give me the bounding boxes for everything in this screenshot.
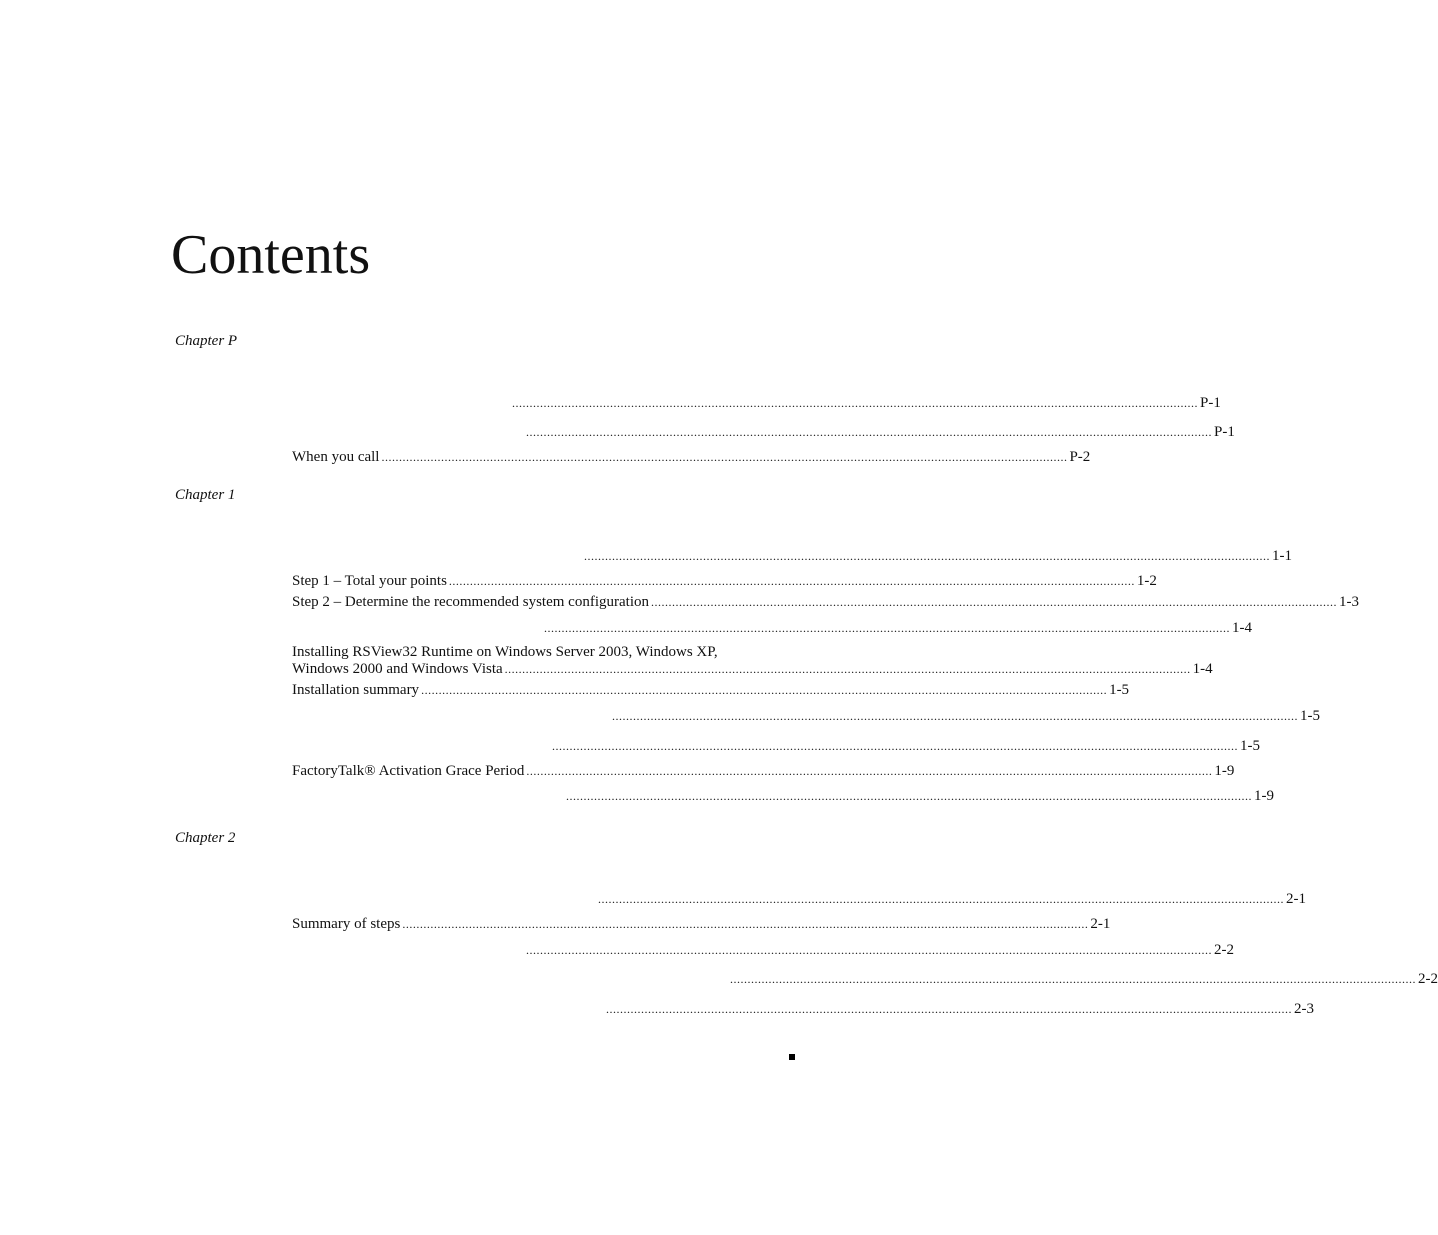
leader-dots: .................................................................................................................................................................................................... (566, 789, 1252, 803)
leader-dots: .................................................................................................................................................................................................... (544, 621, 1230, 635)
leader-dots: .................................................................................................................................................................................................... (584, 549, 1270, 563)
page-title: Contents (171, 224, 371, 286)
entry-text: Installation summary (292, 682, 420, 698)
leader-dots: .................................................................................................................................................................................................... (421, 683, 1108, 697)
page-number: P-1 (1214, 424, 1235, 440)
toc-entry[interactable] (292, 620, 1252, 637)
toc-entry[interactable] (292, 763, 1235, 780)
square-bullet-icon (789, 1054, 795, 1060)
toc-entry[interactable] (292, 1001, 1314, 1018)
leader-dots: .................................................................................................................................................................................................... (606, 1002, 1292, 1016)
toc-entry[interactable] (292, 891, 1306, 908)
leader-dots: .................................................................................................................................................................................................... (526, 425, 1212, 439)
leader-dots: .................................................................................................................................................................................................... (526, 764, 1213, 778)
page-number: 1-5 (1300, 708, 1320, 724)
toc-entry[interactable] (292, 644, 1213, 678)
leader-dots: .................................................................................................................................................................................................... (730, 972, 1416, 986)
page-number: 1-5 (1109, 682, 1130, 698)
leader-dots: .................................................................................................................................................................................................... (512, 396, 1198, 410)
entry-text: Step 2 – Determine the recommended system configuration (292, 594, 649, 610)
page-number: 1-3 (1338, 594, 1359, 610)
toc-entry[interactable] (292, 449, 1091, 466)
leader-dots: .................................................................................................................................................................................................... (552, 739, 1238, 753)
entry-text: Summary of steps (292, 916, 401, 932)
page-number: 1-5 (1240, 738, 1260, 754)
toc-entry[interactable] (292, 916, 1111, 933)
toc-entry[interactable] (292, 594, 1359, 611)
entry-text: FactoryTalk® Activation Grace Period (292, 763, 525, 779)
leader-dots: .................................................................................................................................................................................................... (448, 574, 1135, 588)
leader-dots: .................................................................................................................................................................................................... (504, 662, 1191, 676)
leader-dots: .................................................................................................................................................................................................... (598, 892, 1284, 906)
page-number: 2-3 (1294, 1001, 1314, 1017)
toc-entry[interactable] (292, 738, 1260, 755)
page-number: 1-9 (1254, 788, 1274, 804)
leader-dots: .................................................................................................................................................................................................... (381, 450, 1068, 464)
toc-entry[interactable] (292, 573, 1157, 590)
chapter-label: Chapter 1 (175, 487, 236, 503)
entry-text: Windows 2000 and Windows Vista (292, 661, 503, 677)
toc-entry[interactable] (292, 788, 1274, 805)
page-number: 2-1 (1090, 916, 1111, 932)
toc-entry[interactable] (292, 942, 1234, 959)
page-number: P-2 (1069, 449, 1091, 465)
entry-text: When you call (292, 449, 380, 465)
leader-dots: .................................................................................................................................................................................................... (402, 917, 1089, 931)
entry-text: Step 1 – Total your points (292, 573, 447, 589)
page-number: 1-1 (1272, 548, 1292, 564)
toc-entry[interactable] (292, 548, 1292, 565)
page-number: 1-2 (1136, 573, 1157, 589)
leader-dots: .................................................................................................................................................................................................... (650, 595, 1337, 609)
page-number: 2-2 (1214, 942, 1234, 958)
page-number: 1-4 (1232, 620, 1252, 636)
toc-entry[interactable] (292, 395, 1221, 412)
toc-entry[interactable] (292, 424, 1235, 441)
page-number: 1-4 (1192, 661, 1213, 677)
page-number: 1-9 (1214, 763, 1235, 779)
leader-dots: .................................................................................................................................................................................................... (612, 709, 1298, 723)
leader-dots: .................................................................................................................................................................................................... (526, 943, 1212, 957)
entry-text-line1: Installing RSView32 Runtime on Windows Server 2003, Windows XP, (292, 644, 718, 660)
chapter-label: Chapter 2 (175, 830, 236, 846)
toc-entry[interactable] (292, 708, 1320, 725)
toc-entry[interactable] (292, 971, 1438, 988)
chapter-label: Chapter P (175, 333, 238, 349)
page-number: 2-2 (1418, 971, 1438, 987)
toc-entry[interactable] (292, 682, 1130, 699)
page-number: P-1 (1200, 395, 1221, 411)
page-number: 2-1 (1286, 891, 1306, 907)
